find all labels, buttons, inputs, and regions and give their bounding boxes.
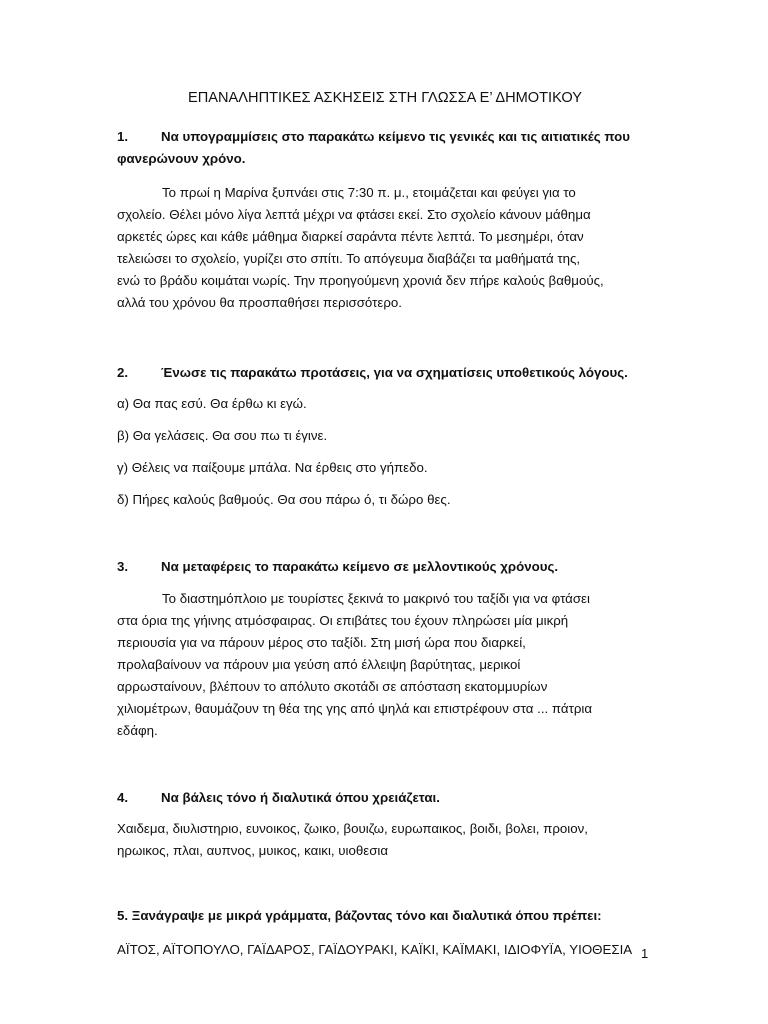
exercise-1-instruction-line2: φανερώνουν χρόνο. — [117, 151, 246, 166]
text-line: αρρωσταίνουν, βλέπουν το απόλυτο σκοτάδι σε απόσταση εκατομμυρίων — [117, 679, 548, 694]
sentence-item: β) Θα γελάσεις. Θα σου πω τι έγινε. — [117, 428, 328, 443]
exercise-3-instruction: 3. Να μεταφέρεις το παρακάτω κείμενο σε μελλοντικούς χρόνους. — [117, 556, 653, 578]
exercise-4 — [117, 787, 653, 862]
text-line: προλαβαίνουν να πάρουν μια γεύση από έλλειψη βαρύτητας, μερικοί — [117, 657, 521, 672]
exercise-1-instruction-line1: Να υπογραμμίσεις στο παρακάτω κείμενο τις γενικές και τις αιτιατικές που — [161, 129, 631, 144]
exercise-5-number: 5. — [117, 908, 129, 923]
page-title: ΕΠΑΝΑΛΗΠΤΙΚΕΣ ΑΣΚΗΣΕΙΣ ΣΤΗ ΓΛΩΣΣΑ Ε’ ΔΗΜΟΤΙΚΟΥ — [188, 90, 582, 106]
exercise-1-number: 1. — [117, 129, 129, 144]
exercise-2-number: 2. — [117, 365, 129, 380]
exercise-4-number: 4. — [117, 790, 129, 805]
sentence-item: δ) Πήρες καλούς βαθμούς. Θα σου πάρω ό, τι δώρο θες. — [117, 492, 451, 507]
exercise-4-instruction: 4. Να βάλεις τόνο ή διαλυτικά όπου χρειάζεται. — [117, 787, 653, 809]
exercise-1-instruction — [117, 126, 653, 148]
exercise-1-text — [117, 182, 653, 314]
exercise-4-words — [117, 818, 653, 862]
text-line: Το πρωί η Μαρίνα ξυπνάει στις 7:30 π. μ., ετοιμάζεται και φεύγει για το — [162, 185, 576, 200]
exercise-5-instruction: 5. Ξανάγραψε με μικρά γράμματα, βάζοντας τόνο και διαλυτικά όπου πρέπει: — [117, 908, 602, 923]
exercise-5-words: ΑΪΤΟΣ, ΑΪΤΟΠΟΥΛΟ, ΓΑΪΔΑΡΟΣ, ΓΑΪΔΟΥΡΑΚΙ, ΚΑΪΚΙ, ΚΑΪΜΑΚΙ, ΙΔΙΟΦΥΪΑ, ΥΙΟΘΕΣΙΑ — [117, 942, 633, 957]
text-line: ενώ το βράδυ κοιμάται νωρίς. Την προηγούμενη χρονιά δεν πήρε καλούς βαθμούς, — [117, 273, 604, 288]
sentence-item: γ) Θέλεις να παίξουμε μπάλα. Να έρθεις στο γήπεδο. — [117, 460, 428, 475]
exercise-2 — [117, 362, 653, 511]
exercise-3-number: 3. — [117, 559, 129, 574]
text-line: τελειώσει το σχολείο, γυρίζει στο σπίτι. Το απόγευμα διαβάζει τα μαθήματά της, — [117, 251, 581, 266]
text-line: ηρωικος, πλαι, αυπνος, μυικος, καικι, υιοθεσια — [117, 843, 389, 858]
page-number: 1 — [641, 946, 649, 961]
text-line: Χαιδεμα, διυλιστηριο, ευνοικος, ζωικο, βουιζω, ευρωπαικος, βοιδι, βολει, προιον, — [117, 821, 588, 836]
exercise-3-text — [117, 588, 653, 742]
text-line: περιουσία για να πάρουν μέρος στο ταξίδι. Στη μισή ώρα που διαρκεί, — [117, 635, 526, 650]
text-line: αλλά του χρόνου θα προσπαθήσει περισσότερο. — [117, 295, 402, 310]
text-line: στα όρια της γήινης ατμόσφαιρας. Οι επιβάτες του έχουν πληρώσει μία μικρή — [117, 613, 569, 628]
exercise-5 — [117, 905, 653, 961]
document-page — [117, 78, 653, 961]
text-line: Το διαστημόπλοιο με τουρίστες ξεκινά το μακρινό του ταξίδι για να φτάσει — [162, 591, 590, 606]
exercise-2-instruction: 2. Ένωσε τις παρακάτω προτάσεις, για να σχηματίσεις υποθετικούς λόγους. — [117, 362, 653, 384]
text-line: χιλιομέτρων, θαυμάζουν τη θέα της γης από ψηλά και επιστρέφουν στα ... πάτρια — [117, 701, 593, 716]
exercise-1 — [117, 126, 653, 314]
text-line: σχολείο. Θέλει μόνο λίγα λεπτά μέχρι να φτάσει εκεί. Στο σχολείο κάνουν μάθημα — [117, 207, 591, 222]
sentence-item: α) Θα πας εσύ. Θα έρθω κι εγώ. — [117, 396, 307, 411]
text-line: αρκετές ώρες και κάθε μάθημα διαρκεί σαράντα πέντε λεπτά. Το μεσημέρι, όταν — [117, 229, 584, 244]
text-line: εδάφη. — [117, 723, 158, 738]
exercise-3 — [117, 556, 653, 742]
